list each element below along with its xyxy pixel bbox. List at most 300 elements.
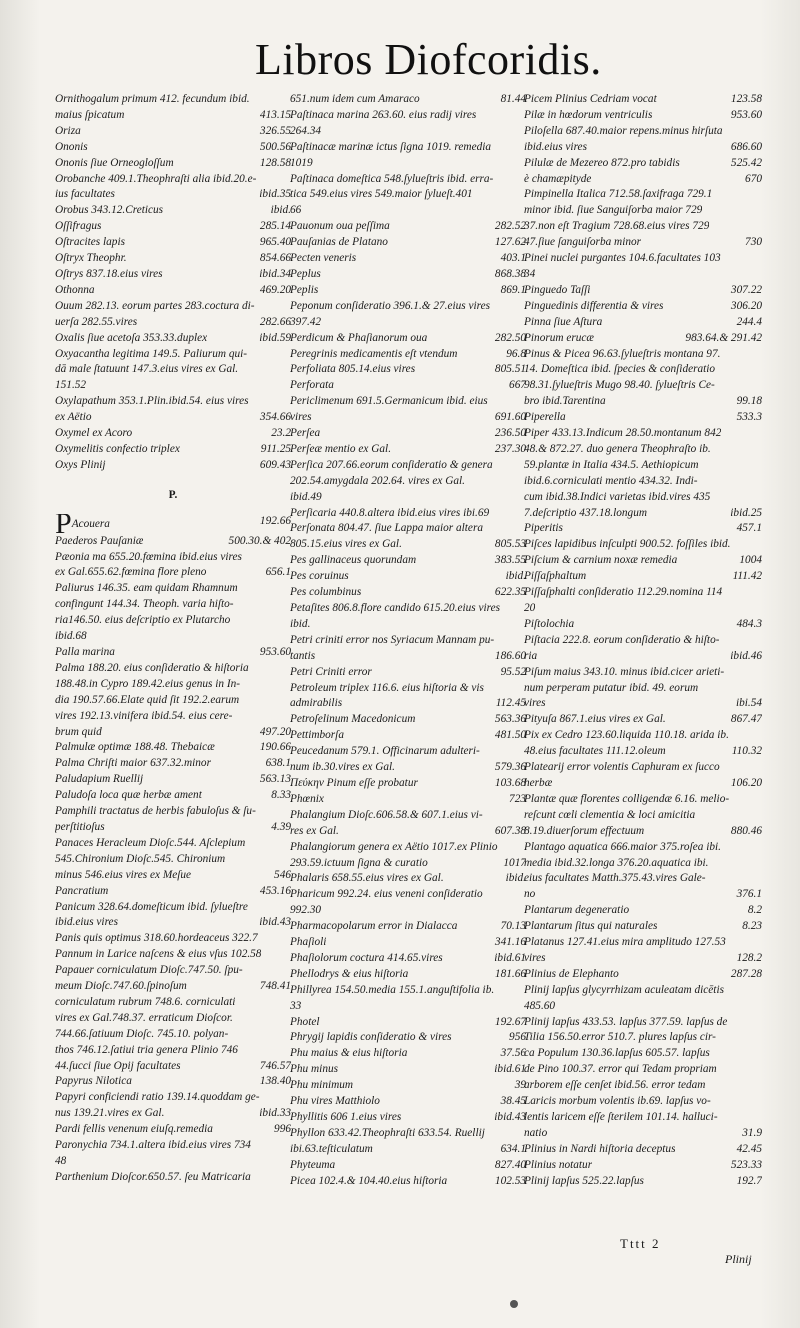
page-title: Libros Diofcoridis. — [255, 35, 602, 84]
index-entry — [290, 362, 526, 378]
index-entry — [524, 808, 762, 824]
index-entry — [524, 760, 762, 776]
entry-text: 48.eius facultates 111.12.oleum — [524, 745, 666, 758]
index-entry — [290, 983, 526, 999]
index-entry — [524, 108, 762, 124]
entry-text: 188.48.in Cypro 189.42.eius genus in In- — [55, 677, 241, 690]
index-entry — [524, 983, 762, 999]
entry-text: ria — [524, 649, 538, 662]
index-entry — [290, 681, 526, 697]
entry-text: brum quid — [55, 725, 102, 738]
index-entry — [524, 919, 762, 935]
entry-reference: 37.56 — [500, 1047, 526, 1060]
entry-text: Plantarum ſitus qui naturales — [524, 920, 658, 933]
index-entry — [290, 347, 526, 363]
entry-text: Petaſites 806.8.flore candido 615.20.eius vires — [290, 602, 501, 614]
entry-text: 397.42 — [290, 315, 322, 328]
entry-text: Panis quis optimus 318.60.hordeaceus 322.7 — [55, 932, 258, 945]
entry-reference: 96.8 — [506, 347, 526, 360]
entry-text: Plinij lapſus glycyrrhizam aculeatam dicētis — [524, 983, 724, 996]
entry-text: media ibid.32.longa 376.20.aquatica ibi. — [524, 856, 709, 869]
index-entry — [524, 856, 762, 872]
entry-text: Piſſaſphaltum — [524, 570, 587, 583]
entry-reference: ibid. — [505, 570, 526, 583]
index-entry — [524, 601, 762, 617]
entry-text: Perſica 207.66.eorum conſideratio & genera — [290, 458, 493, 471]
entry-text: Phillyrea 154.50.media 155.1.anguſtifolia ib. — [290, 983, 495, 996]
entry-text: bro ibid.Tarentina — [524, 395, 606, 408]
entry-text: Phu vires Matthiolo — [290, 1095, 380, 1108]
index-entry — [290, 521, 526, 537]
entry-text: Phellodrys & eius hiſtoria — [290, 967, 409, 980]
index-entry — [290, 569, 526, 585]
entry-text: 47.ſiue ſanguiſorba minor — [524, 236, 642, 249]
entry-reference: 746.57 — [259, 1059, 291, 1072]
index-entry — [290, 267, 526, 283]
index-entry — [524, 1078, 762, 1094]
entry-text: Peregrinis medicamentis eſt vtendum — [290, 347, 458, 360]
entry-text: Papyrus Nilotica — [55, 1075, 132, 1088]
entry-reference: ibid. — [505, 872, 526, 885]
index-entry — [290, 792, 526, 808]
entry-reference: 481.50 — [494, 729, 526, 742]
index-entry — [55, 108, 291, 124]
index-entry — [524, 331, 762, 347]
index-entry — [290, 840, 526, 856]
index-entry — [290, 378, 526, 394]
entry-text: 98.31.ſylueſtris Mugo 98.40. ſylueſtris Ce- — [524, 379, 715, 392]
index-entry — [55, 645, 291, 661]
index-entry — [524, 617, 762, 633]
entry-text: num perperam putatur ibid. 49. eorum — [524, 681, 699, 694]
entry-text: Paludoſa loca quæ herbæ ament — [55, 789, 202, 802]
entry-reference: ibid.59 — [259, 331, 291, 344]
index-entry — [524, 458, 762, 474]
entry-text: Platearij error volentis Caphuram ex ſucco — [524, 761, 720, 774]
index-entry — [290, 410, 526, 426]
entry-reference: 563.36 — [494, 713, 526, 726]
entry-reference: 70.13 — [500, 920, 526, 933]
entry-text: Perſicaria 440.8.altera ibid.eius vires ibi.69 — [290, 506, 490, 519]
entry-text: Phrygij lapidis conſideratio & vires — [290, 1031, 452, 1044]
entry-text: vires — [524, 951, 546, 964]
entry-text: Pinei nuclei purgantes 104.6.facultates 103 — [524, 252, 721, 265]
entry-text: 7.deſcriptio 437.18.longum — [524, 506, 648, 519]
signature-mark: Tttt 2 — [620, 1236, 661, 1251]
index-entry — [524, 490, 762, 506]
entry-text: 34 — [524, 267, 536, 280]
entry-text: Platanus 127.41.eius mira amplitudo 127.53 — [524, 936, 726, 949]
index-column-2 — [290, 92, 526, 1190]
index-entry — [55, 931, 291, 947]
index-entry — [290, 426, 526, 442]
index-entry — [524, 553, 762, 569]
index-entry — [55, 203, 291, 219]
entry-text: Panaces Heracleum Dioſc.544. Aſclepium — [55, 836, 246, 849]
index-entry — [290, 601, 526, 617]
entry-text: Pes gallinaceus quorundam — [290, 554, 417, 567]
index-entry — [524, 1142, 762, 1158]
index-entry — [524, 442, 762, 458]
entry-reference: 609.43 — [259, 458, 291, 471]
entry-text: Orobus 343.12.Creticus — [55, 204, 164, 217]
index-entry — [524, 744, 762, 760]
entry-reference: 953.60 — [730, 108, 762, 121]
entry-reference: 192.67 — [494, 1015, 526, 1028]
entry-reference: 523.33 — [730, 1158, 762, 1171]
entry-reference: ibid.46 — [730, 649, 762, 662]
entry-reference: 23.2 — [271, 427, 291, 440]
entry-text: Pæonia ma 655.20.fœmina ibid.eius vires — [55, 550, 242, 563]
entry-reference: 500.56 — [259, 140, 291, 153]
entry-text: Plantarum degeneratio — [524, 904, 630, 917]
index-entry — [55, 219, 291, 235]
index-entry — [55, 347, 291, 363]
entry-text: 992.30 — [290, 904, 322, 917]
entry-text: 651.num idem cum Amaraco — [290, 93, 420, 105]
entry-reference: 996 — [274, 1123, 291, 1136]
index-entry — [524, 840, 762, 856]
entry-text: Paronychia 734.1.altera ibid.eius vires 734 — [55, 1139, 251, 1152]
entry-text: 744.66.ſatiuum Dioſc. 745.10. polyan- — [55, 1027, 229, 1040]
index-entry — [524, 999, 762, 1015]
entry-text: Perſonata 804.47. ſiue Lappa maior altera — [290, 522, 483, 535]
entry-text: Plantæ quæ florentes colligendæ 6.16. melio- — [524, 792, 730, 805]
index-entry — [290, 696, 526, 712]
catchword: Plinij — [725, 1252, 752, 1266]
index-entry — [524, 140, 762, 156]
entry-text: Paederos Pauſaniæ — [55, 534, 144, 547]
entry-text: Plantago aquatica 666.maior 375.roſea ibi. — [524, 840, 721, 853]
entry-reference: 453.16 — [259, 884, 291, 897]
entry-text: 66 — [290, 204, 302, 217]
index-entry — [290, 537, 526, 553]
entry-reference: 607.38 — [494, 824, 526, 837]
entry-reference: 376.1 — [736, 888, 762, 901]
entry-text: 545.Chironium Dioſc.545. Chironium — [55, 852, 226, 865]
entry-text: Oſſifragus — [55, 220, 102, 233]
index-entry — [290, 187, 526, 203]
index-entry — [55, 362, 291, 378]
index-entry — [524, 887, 762, 903]
index-entry — [290, 1094, 526, 1110]
entry-text: Phu minimum — [290, 1079, 354, 1092]
entry-reference: 81.44 — [500, 93, 526, 105]
entry-text: perſtitioſus — [55, 820, 105, 833]
entry-text: Oxalis ſiue acetoſa 353.33.duplex — [55, 331, 208, 344]
entry-reference: ibid.43 — [259, 916, 291, 929]
entry-text: Peponum conſideratio 396.1.& 27.eius vires — [290, 299, 491, 312]
index-entry — [55, 410, 291, 426]
index-entry — [55, 852, 291, 868]
entry-text: Oxyacantha legitima 149.5. Paliurum qui- — [55, 347, 248, 360]
entry-text: herbæ — [524, 776, 553, 789]
entry-reference: 525.42 — [730, 156, 762, 169]
index-entry — [55, 677, 291, 693]
entry-reference: 42.45 — [736, 1142, 762, 1155]
index-entry — [524, 156, 762, 172]
index-entry — [290, 506, 526, 522]
entry-text: Pinguedo Taſſi — [524, 283, 591, 296]
entry-text: Picem Plinius Cedriam vocat — [524, 93, 657, 105]
index-entry — [524, 1174, 762, 1190]
entry-text: Phaſiolorum coctura 414.65.vires — [290, 951, 443, 964]
entry-text: Perdicum & Phaſianorum oua — [290, 331, 428, 344]
index-entry — [524, 172, 762, 188]
entry-text: è chamæpityde — [524, 172, 592, 185]
entry-reference: 106.20 — [730, 776, 762, 789]
entry-reference: 956 — [509, 1031, 526, 1044]
index-entry — [55, 995, 291, 1011]
entry-text: ius facultates — [55, 188, 115, 201]
index-entry — [290, 1158, 526, 1174]
entry-text: 48 — [55, 1155, 67, 1167]
entry-reference: ibid.61 — [494, 1063, 526, 1076]
index-entry — [55, 915, 291, 931]
index-entry — [524, 521, 762, 537]
entry-text: vires — [524, 697, 546, 710]
index-entry — [55, 1011, 291, 1027]
index-entry — [524, 251, 762, 267]
entry-text: Palla marina — [55, 646, 115, 658]
entry-text: Oxymelitis confectio triplex — [55, 442, 180, 455]
index-entry — [55, 458, 291, 474]
index-entry — [524, 474, 762, 490]
index-entry — [55, 629, 291, 645]
entry-text: 59.plantæ in Italia 434.5. Aethiopicum — [524, 458, 699, 471]
entry-text: Piſſaſphalti conſideratio 112.29.nomina 114 — [524, 586, 723, 599]
entry-text: Paſtinaca domeſtica 548.ſylueſtris ibid. erra- — [290, 172, 494, 185]
entry-reference: 95.52 — [500, 665, 526, 678]
entry-text: Pes coruinus — [290, 570, 349, 583]
entry-text: meum Dioſc.747.60.ſpinoſum — [55, 980, 187, 993]
index-entry — [290, 856, 526, 872]
index-entry — [290, 251, 526, 267]
entry-text: Pauſanias de Platano — [290, 236, 388, 249]
entry-text: Piſtacia 222.8. eorum conſideratio & hiſto- — [524, 633, 720, 646]
entry-text: dā male ſtatuunt 147.3.eius vires ex Gal. — [55, 363, 239, 376]
index-entry — [290, 728, 526, 744]
entry-text: ria146.50. eius deſcriptio ex Plutarcho — [55, 614, 231, 627]
entry-text: Paſtinaca marina 263.60. eius radij vires — [290, 108, 477, 121]
index-entry — [524, 235, 762, 251]
index-column-3 — [524, 92, 762, 1190]
entry-reference: 1017 — [503, 856, 526, 869]
entry-text: Pix ex Cedro 123.60.liquida 110.18. arida ib. — [524, 729, 729, 742]
entry-text: Oxymel ex Acoro — [55, 427, 133, 440]
entry-text: 20 — [524, 602, 536, 614]
entry-reference: 983.64.& 291.42 — [685, 331, 762, 344]
entry-text: Plinius in Nardi hiſtoria deceptus — [524, 1142, 676, 1155]
index-entry — [55, 1122, 291, 1138]
entry-text: ibid. — [290, 617, 311, 630]
entry-text: vires 192.13.vinifera ibid.54. eius cere- — [55, 709, 233, 722]
entry-text: Pharicum 992.24. eius veneni conſideratio — [290, 888, 483, 901]
index-entry — [55, 514, 291, 534]
entry-text: Perſea — [290, 427, 321, 440]
entry-text: Orobanche 409.1.Theophraſti alia ibid.20.e- — [55, 172, 257, 185]
entry-text: Petri Criniti error — [290, 665, 372, 678]
index-entry — [524, 728, 762, 744]
entry-reference: 911.25 — [260, 442, 291, 455]
entry-text: Photel — [290, 1015, 320, 1028]
index-column-1 — [55, 92, 291, 1186]
entry-reference: 99.18 — [736, 395, 762, 408]
entry-text: thos 746.12.ſatiui tria genera Plinio 746 — [55, 1043, 238, 1056]
entry-text: Perforata — [290, 379, 334, 392]
index-entry — [290, 394, 526, 410]
index-entry — [55, 788, 291, 804]
entry-text: ibi.63.teſticulatum — [290, 1142, 373, 1155]
index-entry — [290, 331, 526, 347]
entry-text: Phu minus — [290, 1063, 339, 1076]
index-entry — [290, 824, 526, 840]
index-entry — [55, 172, 291, 188]
entry-text: 293.59.ictuum ſigna & curatio — [290, 856, 428, 869]
initial-letter: P — [55, 513, 72, 534]
entry-reference: 181.66 — [494, 967, 526, 980]
index-entry — [55, 709, 291, 725]
entry-text: Perfoliata 805.14.eius vires — [290, 363, 416, 376]
index-entry — [290, 617, 526, 633]
entry-reference: 123.58 — [730, 93, 762, 105]
entry-text: Piſum maius 343.10. minus ibid.cicer arieti- — [524, 665, 725, 678]
index-entry — [55, 124, 291, 140]
index-entry — [524, 776, 762, 792]
index-entry — [290, 1126, 526, 1142]
entry-reference: 38.45 — [500, 1095, 526, 1108]
index-entry — [524, 124, 762, 140]
entry-reference: 723 — [509, 792, 526, 805]
entry-text: Petroſelinum Macedonicum — [290, 713, 416, 726]
entry-reference: ibid. — [270, 204, 291, 217]
entry-reference: 638.1 — [265, 757, 291, 770]
index-entry — [524, 1046, 762, 1062]
entry-text: Palma 188.20. eius conſideratio & hiſtoria — [55, 661, 249, 674]
index-entry — [55, 315, 291, 331]
index-entry — [524, 347, 762, 363]
entry-text: cum ibid.38.Indici varietas ibid.vires 435 — [524, 490, 711, 503]
entry-text: ca Populum 130.36.lapſus 605.57. lapſus — [524, 1047, 710, 1060]
entry-reference: 563.13 — [259, 773, 291, 786]
entry-text: tica 549.eius vires 549.maior ſylueſt.401 — [290, 188, 473, 201]
entry-text: Peplus — [290, 267, 321, 280]
index-entry — [290, 633, 526, 649]
index-entry — [290, 951, 526, 967]
entry-text: Piperitis — [524, 522, 563, 535]
index-entry — [524, 1094, 762, 1110]
index-entry — [290, 108, 526, 124]
index-entry — [290, 299, 526, 315]
index-entry — [290, 283, 526, 299]
entry-reference: 110.32 — [731, 745, 762, 758]
entry-reference: 1004 — [739, 554, 762, 567]
entry-text: Piſtolochia — [524, 617, 575, 630]
index-entry — [55, 868, 291, 884]
entry-reference: 4.39 — [271, 820, 291, 833]
entry-text: confingunt 144.34. Theoph. varia hiſto- — [55, 598, 234, 611]
entry-text: ibid.eius vires — [524, 140, 587, 153]
index-entry — [290, 1078, 526, 1094]
index-entry — [290, 776, 526, 792]
entry-reference: 39 — [514, 1079, 526, 1092]
entry-reference: 827.40 — [494, 1158, 526, 1171]
entry-reference: 953.60 — [259, 646, 291, 658]
index-entry — [524, 315, 762, 331]
entry-text: Paſtinacæ marinæ ictus ſigna 1019. remedia — [290, 140, 492, 153]
entry-reference: 111.42 — [732, 570, 762, 583]
index-entry — [55, 394, 291, 410]
index-entry — [524, 203, 762, 219]
entry-text: Piperella — [524, 411, 566, 424]
index-entry — [290, 1142, 526, 1158]
index-entry — [55, 1138, 291, 1154]
entry-text: 48.& 872.27. duo genera Theophraſto ib. — [524, 442, 711, 455]
entry-reference: 8.23 — [742, 920, 762, 933]
entry-reference: 341.16 — [494, 936, 526, 949]
index-entry — [524, 283, 762, 299]
index-entry — [55, 235, 291, 251]
index-entry — [55, 1043, 291, 1059]
index-entry — [55, 1059, 291, 1075]
index-entry — [55, 140, 291, 156]
index-entry — [290, 124, 526, 140]
entry-reference: 670 — [745, 172, 762, 185]
index-entry — [55, 947, 291, 963]
entry-reference: 285.14 — [259, 220, 291, 233]
entry-text: Pettimborſa — [290, 729, 344, 742]
entry-text: Pinorum erucæ — [524, 331, 594, 344]
entry-text: Pauonum oua peſſima — [290, 220, 390, 233]
entry-text: Palma Chriſti maior 637.32.minor — [55, 757, 211, 770]
entry-text: Pimpinella Italica 712.58.ſaxifraga 729.1 — [524, 188, 713, 201]
entry-text: Parthenium Dioſcor.650.57. ſeu Matricaria — [55, 1170, 251, 1183]
entry-text: Pinna ſiue Aſtura — [524, 315, 603, 328]
index-entry — [55, 251, 291, 267]
index-entry — [290, 315, 526, 331]
index-entry — [55, 331, 291, 347]
index-entry — [524, 267, 762, 283]
entry-text: Phyteuma — [290, 1158, 336, 1171]
section-heading — [55, 488, 291, 504]
entry-reference: ibid.33 — [259, 1107, 291, 1120]
index-entry — [55, 92, 291, 108]
entry-text: uerſa 282.55.vires — [55, 315, 138, 328]
index-entry — [55, 550, 291, 566]
entry-reference: 138.40 — [259, 1075, 291, 1088]
entry-text: lentis laricem eſſe ſterilem 101.14. halluci- — [524, 1111, 718, 1123]
index-entry — [55, 442, 291, 458]
entry-text: eius facultates Matth.375.43.vires Gale- — [524, 872, 706, 885]
entry-text: no — [524, 888, 536, 901]
entry-reference: 413.15 — [259, 108, 291, 121]
entry-text: Peplis — [290, 283, 319, 296]
entry-reference: 354.66 — [259, 411, 291, 424]
entry-reference: 128.58 — [259, 156, 291, 169]
entry-text: Oſtracites lapis — [55, 236, 125, 249]
index-entry — [290, 442, 526, 458]
entry-reference: 691.60 — [494, 411, 526, 424]
entry-reference: ibid.34 — [259, 267, 291, 280]
index-entry — [55, 1090, 291, 1106]
entry-text: Petroleum triplex 116.6. eius hiſtoria & vis — [290, 681, 484, 694]
index-entry — [524, 219, 762, 235]
entry-text: Picea 102.4.& 104.40.eius hiſtoria — [290, 1174, 448, 1187]
index-entry — [524, 92, 762, 108]
index-entry — [524, 1030, 762, 1046]
entry-text: 202.54.amygdala 202.64. vires ex Gal. — [290, 474, 465, 487]
entry-reference: 186.60 — [494, 649, 526, 662]
